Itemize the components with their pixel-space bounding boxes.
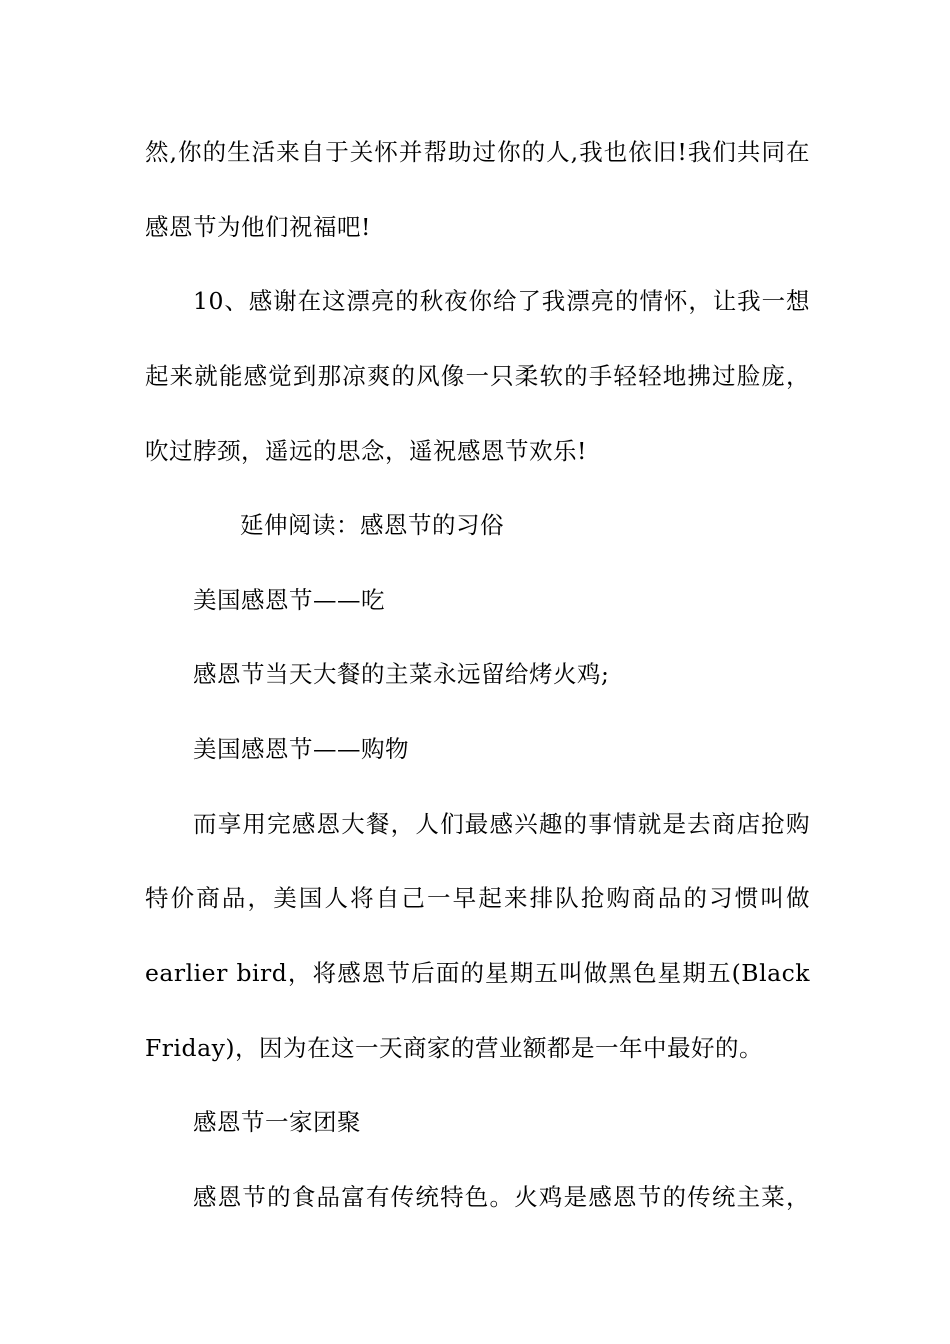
subheading-shopping: 美国感恩节——购物	[193, 735, 409, 763]
section-heading: 延伸阅读：感恩节的习俗	[240, 511, 504, 539]
paragraph-line-8: 感恩节当天大餐的主菜永远留给烤火鸡;	[193, 660, 610, 688]
paragraph-line-10: 而享用完感恩大餐，人们最感兴趣的事情就是去商店抢购	[193, 810, 810, 838]
paragraph-line-3: 10、感谢在这漂亮的秋夜你给了我漂亮的情怀，让我一想	[193, 287, 810, 315]
subheading-eat: 美国感恩节——吃	[193, 586, 385, 614]
paragraph-line-5: 吹过脖颈，遥远的思念，遥祝感恩节欢乐!	[145, 437, 587, 465]
paragraph-line-15: 感恩节的食品富有传统特色。火鸡是感恩节的传统主菜，	[193, 1183, 810, 1211]
paragraph-line-1: 然,你的生活来自于关怀并帮助过你的人,我也依旧!我们共同在	[145, 138, 810, 166]
paragraph-line-13: Friday)，因为在这一天商家的营业额都是一年中最好的。	[145, 1034, 764, 1062]
paragraph-line-11: 特价商品，美国人将自己一早起来排队抢购商品的习惯叫做	[145, 884, 810, 912]
paragraph-line-2: 感恩节为他们祝福吧!	[145, 213, 371, 241]
subheading-reunion: 感恩节一家团聚	[193, 1108, 361, 1136]
paragraph-line-4: 起来就能感觉到那凉爽的风像一只柔软的手轻轻地拂过脸庞，	[145, 362, 810, 390]
paragraph-line-12: earlier bird，将感恩节后面的星期五叫做黑色星期五(Black	[145, 959, 810, 987]
